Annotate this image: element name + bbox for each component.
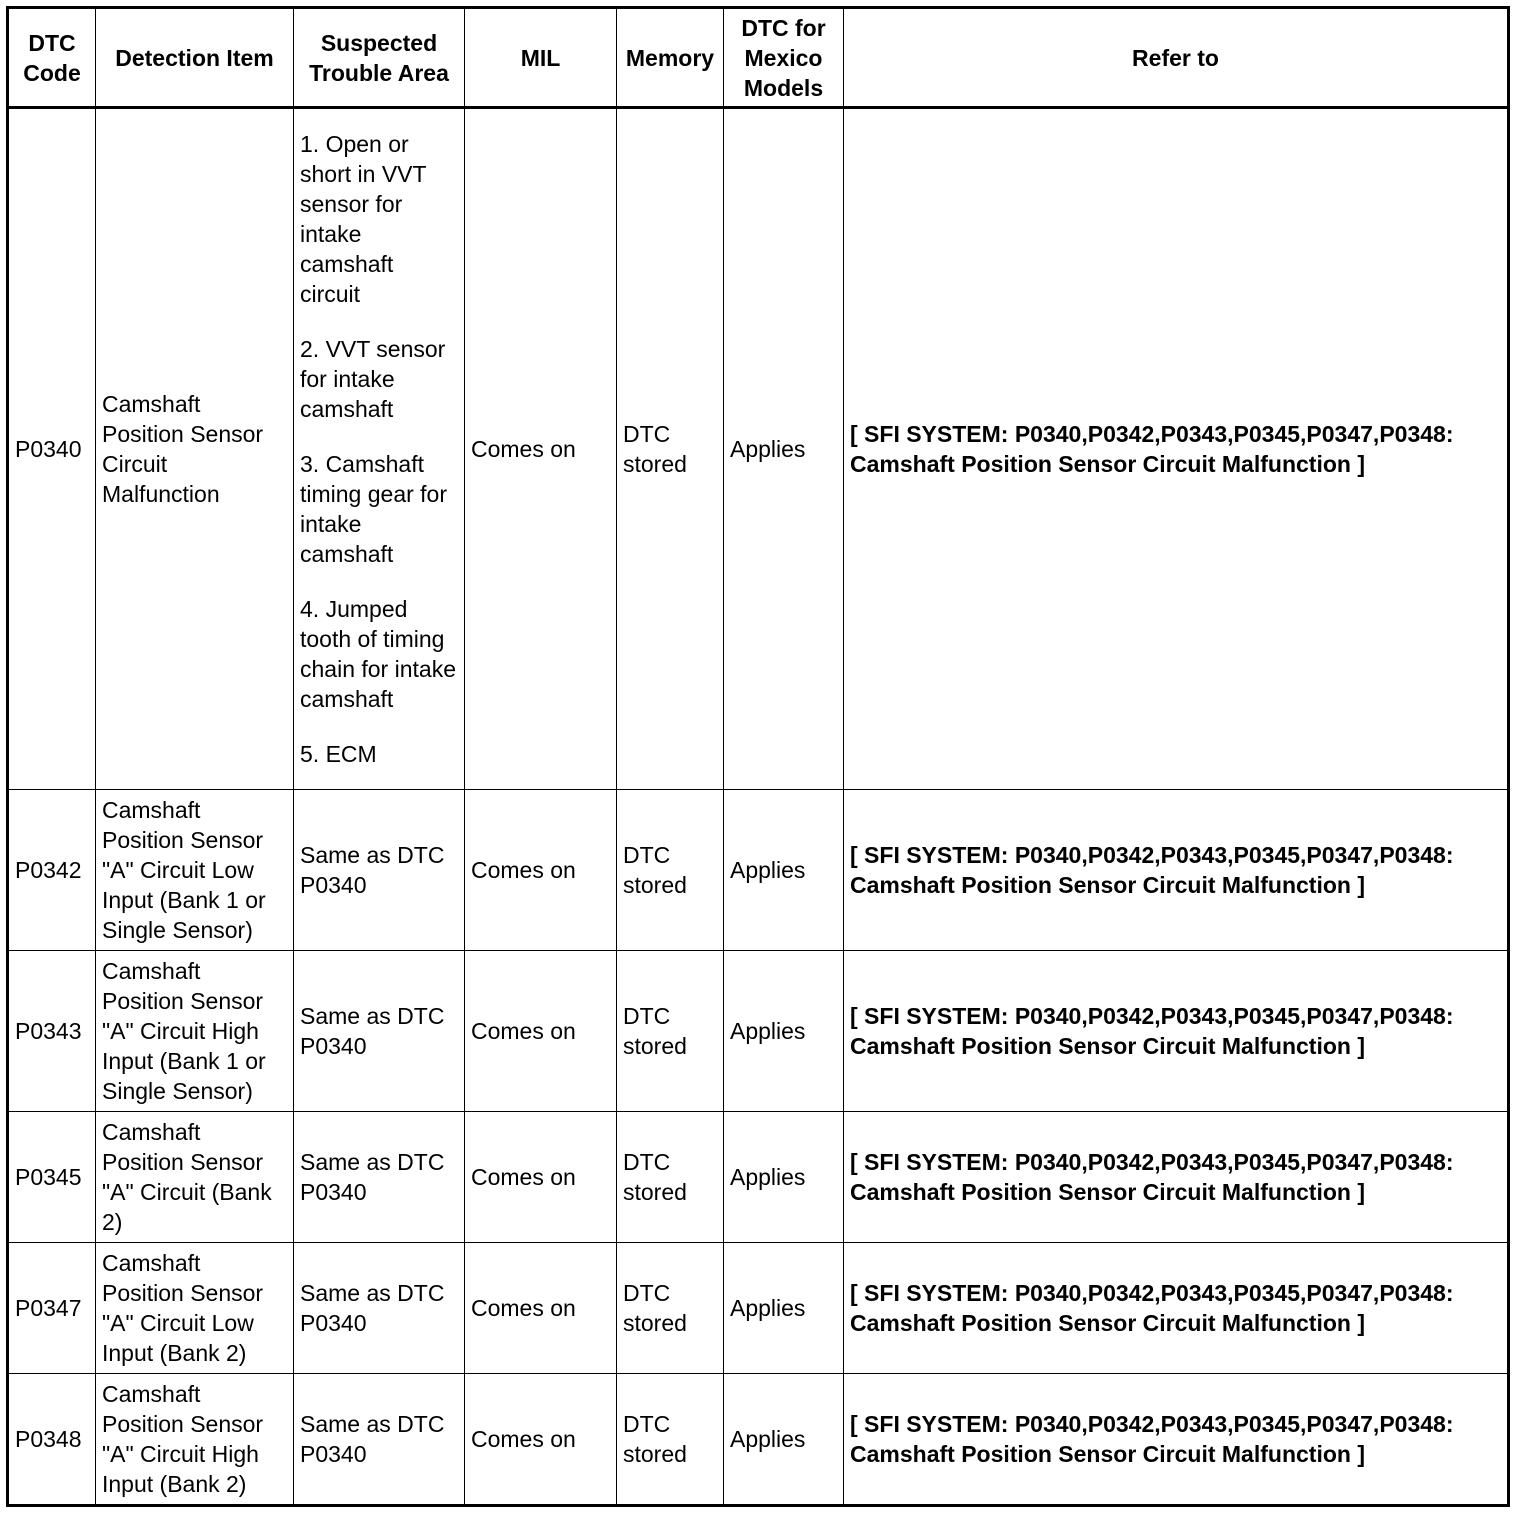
memory-cell: DTC stored	[617, 1112, 724, 1243]
detection-item-cell: Camshaft Position Sensor "A" Circuit (Bank 2)	[96, 1112, 294, 1243]
memory-cell: DTC stored	[617, 1243, 724, 1374]
mil-cell: Comes on	[465, 1243, 617, 1374]
mil-cell: Comes on	[465, 108, 617, 790]
detection-item-cell: Camshaft Position Sensor "A" Circuit High Input (Bank 2)	[96, 1374, 294, 1506]
mexico-models-cell: Applies	[724, 951, 844, 1112]
trouble-area-item: 3. Camshaft timing gear for intake camshaft	[300, 451, 448, 567]
detection-item-cell: Camshaft Position Sensor Circuit Malfunction	[96, 108, 294, 790]
refer-to-link[interactable]: [ SFI SYSTEM: P0340,P0342,P0343,P0345,P0347,P0348: Camshaft Position Sensor Circuit Malfunction ]	[844, 1112, 1509, 1243]
header-memory: Memory	[617, 8, 724, 108]
table-row	[8, 951, 1509, 1112]
dtc-code-cell: P0343	[8, 951, 96, 1112]
table-row	[8, 790, 1509, 951]
header-dtc-code: DTC Code	[8, 8, 96, 108]
table-row	[8, 1374, 1509, 1506]
trouble-area-item: 5. ECM	[300, 741, 377, 767]
dtc-code-cell: P0347	[8, 1243, 96, 1374]
dtc-code-cell: P0342	[8, 790, 96, 951]
dtc-code-cell: P0345	[8, 1112, 96, 1243]
mil-cell: Comes on	[465, 1112, 617, 1243]
trouble-area-item: 2. VVT sensor for intake camshaft	[300, 336, 446, 422]
table-row	[8, 108, 1509, 790]
detection-item-cell: Camshaft Position Sensor "A" Circuit High Input (Bank 1 or Single Sensor)	[96, 951, 294, 1112]
mil-cell: Comes on	[465, 1374, 617, 1506]
suspected-trouble-area-cell: Same as DTC P0340	[294, 1112, 465, 1243]
mexico-models-cell: Applies	[724, 1374, 844, 1506]
dtc-table	[6, 6, 1510, 1507]
header-detection-item: Detection Item	[96, 8, 294, 108]
mil-cell: Comes on	[465, 951, 617, 1112]
table-row	[8, 1243, 1509, 1374]
suspected-trouble-area-cell	[294, 108, 465, 790]
refer-to-link[interactable]: [ SFI SYSTEM: P0340,P0342,P0343,P0345,P0347,P0348: Camshaft Position Sensor Circuit Malfunction ]	[844, 951, 1509, 1112]
refer-to-link[interactable]: [ SFI SYSTEM: P0340,P0342,P0343,P0345,P0347,P0348: Camshaft Position Sensor Circuit Malfunction ]	[844, 1374, 1509, 1506]
memory-cell: DTC stored	[617, 108, 724, 790]
mil-cell: Comes on	[465, 790, 617, 951]
trouble-area-item: 1. Open or short in VVT sensor for intake camshaft circuit	[300, 131, 427, 307]
memory-cell: DTC stored	[617, 1374, 724, 1506]
mexico-models-cell: Applies	[724, 1243, 844, 1374]
trouble-area-item: 4. Jumped tooth of timing chain for intake camshaft	[300, 596, 456, 712]
refer-to-link[interactable]: [ SFI SYSTEM: P0340,P0342,P0343,P0345,P0347,P0348: Camshaft Position Sensor Circuit Malfunction ]	[844, 790, 1509, 951]
mexico-models-cell: Applies	[724, 1112, 844, 1243]
suspected-trouble-area-cell: Same as DTC P0340	[294, 1374, 465, 1506]
header-dtc-for-mexico-models: DTC for Mexico Models	[724, 8, 844, 108]
mexico-models-cell: Applies	[724, 790, 844, 951]
header-refer-to: Refer to	[844, 8, 1509, 108]
suspected-trouble-area-cell: Same as DTC P0340	[294, 1243, 465, 1374]
refer-to-link[interactable]: [ SFI SYSTEM: P0340,P0342,P0343,P0345,P0347,P0348: Camshaft Position Sensor Circuit Malfunction ]	[844, 108, 1509, 790]
header-suspected-trouble-area: Suspected Trouble Area	[294, 8, 465, 108]
table-row	[8, 1112, 1509, 1243]
refer-to-link[interactable]: [ SFI SYSTEM: P0340,P0342,P0343,P0345,P0347,P0348: Camshaft Position Sensor Circuit Malfunction ]	[844, 1243, 1509, 1374]
mexico-models-cell: Applies	[724, 108, 844, 790]
header-row	[8, 8, 1509, 108]
header-mil: MIL	[465, 8, 617, 108]
dtc-code-cell: P0340	[8, 108, 96, 790]
suspected-trouble-area-cell: Same as DTC P0340	[294, 951, 465, 1112]
memory-cell: DTC stored	[617, 790, 724, 951]
detection-item-cell: Camshaft Position Sensor "A" Circuit Low Input (Bank 2)	[96, 1243, 294, 1374]
memory-cell: DTC stored	[617, 951, 724, 1112]
detection-item-cell: Camshaft Position Sensor "A" Circuit Low Input (Bank 1 or Single Sensor)	[96, 790, 294, 951]
dtc-code-cell: P0348	[8, 1374, 96, 1506]
suspected-trouble-area-cell: Same as DTC P0340	[294, 790, 465, 951]
